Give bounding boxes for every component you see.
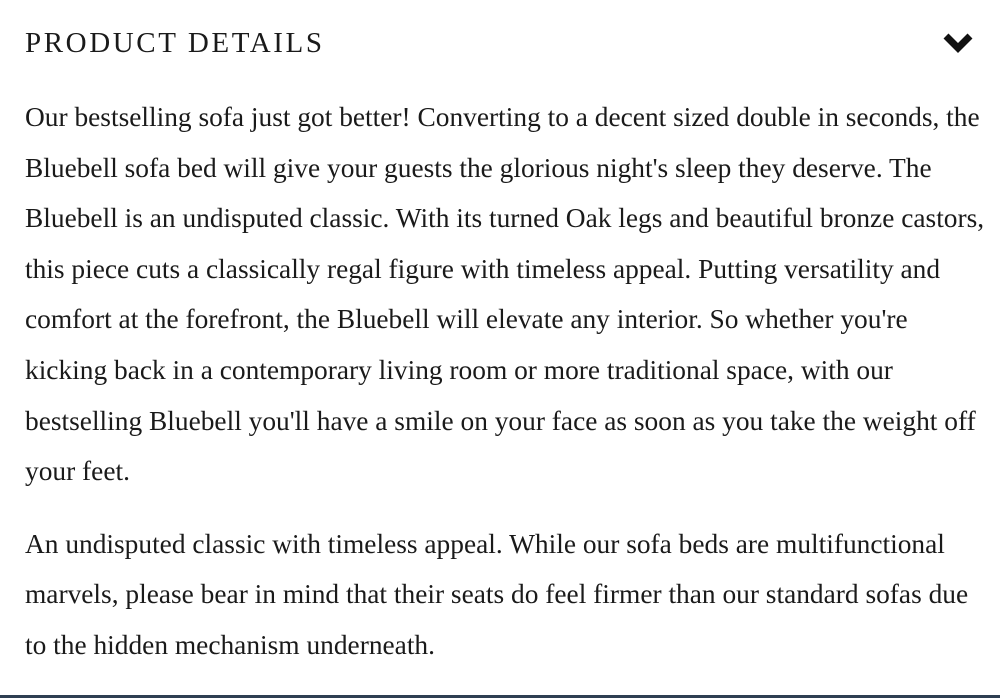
product-description-paragraph: Our bestselling sofa just got better! Converting to a decent sized double in seconds, the Bluebell sofa bed will give your guests the glorious night's sleep they deserve. The Bluebell is an undisputed classic. With its turned Oak legs and beautiful bronze castors, this piece cuts a classically regal figure with timeless appeal. Putting versatility and comfort at the forefront, the Bluebell will elevate any interior. So whether you're kicking back in a contemporary living room or more traditional space, with our bestselling Bluebell you'll have a smile on your face as soon as you take the weight off your feet. [25, 102, 985, 487]
product-details-content [25, 92, 985, 671]
product-note-paragraph: An undisputed classic with timeless appeal. While our sofa beds are multifunctional marvels, please bear in mind that their seats do feel firmer than our standard sofas due to the hidden mechanism underneath. [25, 528, 969, 660]
chevron-down-icon[interactable] [940, 25, 976, 61]
product-details-title: PRODUCT DETAILS [25, 27, 325, 59]
chevron-down-icon-glyph [943, 32, 973, 54]
product-details-toggle[interactable] [25, 22, 975, 64]
